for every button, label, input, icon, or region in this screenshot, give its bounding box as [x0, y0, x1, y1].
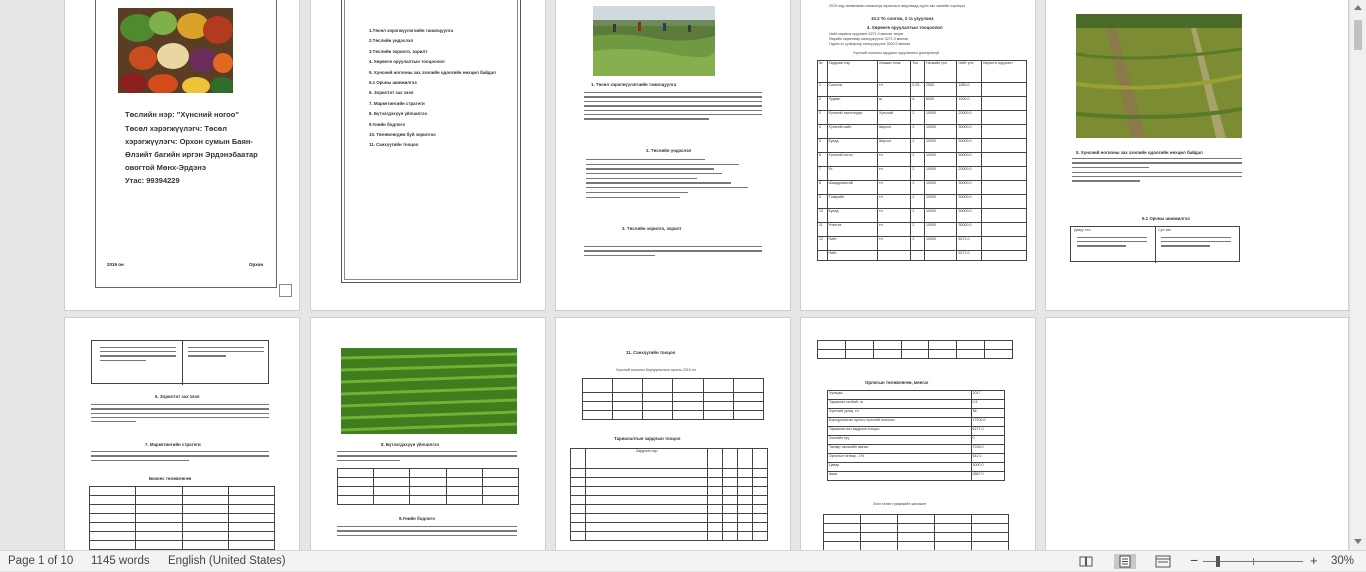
swot-box [1070, 226, 1240, 262]
document-page-1[interactable] [65, 0, 299, 310]
section-9-text [337, 526, 517, 539]
table-row: Ашиг 2867.0 [828, 472, 1005, 481]
zoom-level[interactable]: 30% [1331, 555, 1355, 567]
table-row: Цэвэр 3000.0 [828, 463, 1005, 472]
sales-table-title: Хүнсний ногооны борлуулалтын орлого 2019 он [616, 368, 696, 372]
product-table [337, 468, 519, 505]
page4-heading-2: 4. Хөрөнгө оруулалтын тооцоолол [867, 25, 943, 30]
word-count[interactable]: 1145 words [91, 555, 150, 567]
table-row: 7 Ус тн 2 10000 20000.0 [818, 167, 1027, 181]
cover-implementer-line2: хэрэгжүүлэгч: Орхон сумын Баян- [125, 137, 253, 146]
income-plan-table [827, 390, 1005, 481]
table-row: 4 Хүнсний сайн Ширхэг 2 10000 30000.0 [818, 125, 1027, 139]
zoom-slider-center-tick [1253, 558, 1254, 565]
scroll-down-arrow[interactable] [1354, 539, 1362, 544]
field-workers-photo [593, 6, 715, 76]
toc-item: 3.Төслийн зорилго, зорилт [369, 48, 428, 54]
section-5-text [1072, 158, 1242, 185]
investment-table [817, 60, 1027, 261]
table-row: 5 Бусад Ширхэг 2 10000 30000.0 [818, 139, 1027, 153]
th: Хэмжих нэгж [878, 61, 911, 83]
print-layout-icon [1114, 554, 1136, 569]
section-3-text [584, 246, 762, 259]
page-count[interactable]: Page 1 of 10 [8, 555, 74, 567]
th: Нэгжийн үнэ [925, 61, 957, 83]
th: Нийт үнэ [957, 61, 981, 83]
loan-schedule-table [823, 514, 1009, 550]
table-row: Татвар төлөхийн өмнөх 7228.0 [828, 445, 1005, 454]
table-row: 2 Лууван ш 8 6000 1500.0 [818, 97, 1027, 111]
read-mode-icon [1075, 554, 1097, 569]
zoom-in-button[interactable]: + [1310, 553, 1318, 568]
document-page-5[interactable] [1046, 0, 1348, 310]
toc-item: 5. Хүнсний ногооны зах зээлийн одоогийн нөхцөл байдал [369, 69, 496, 75]
section-11-heading: 11. Санхүүгийн тооцоо [626, 350, 676, 355]
section-5-heading: 5. Хүнсний ногооны зах зээлийн одоогийн нөхцөл байдал [1076, 150, 1203, 155]
green-rows-photo [341, 348, 517, 434]
planting-cost-table [570, 448, 768, 541]
section-1-heading: 1. Төсөл хэрэгжүүлэгчийн танилцуулга [591, 82, 677, 87]
toc-item: 7. Маркетингийн стратеги [369, 100, 425, 106]
table-row: 9 Тээврийн тн 2 10000 30000.0 [818, 195, 1027, 209]
toc-item: 11. Санхүүгийн тооцоо [369, 142, 419, 148]
swot-box-continued [91, 340, 269, 384]
sales-table [582, 378, 764, 420]
document-page-3[interactable] [556, 0, 790, 310]
document-page-6[interactable] [65, 318, 299, 550]
vegetable-photo [118, 8, 233, 93]
business-plan-heading: Бизнес төлөвлөгөө [149, 476, 192, 481]
table-row: 6 Хүнсний ногоо тн 2 10000 50000.0 [818, 153, 1027, 167]
cover-project-title: Төслийн нэр: "Хүнсний ногоо" [125, 110, 239, 119]
table-row: Зээлийн хүү 0 [828, 436, 1005, 445]
investment-total: Нийт хөрөнгө оруулалт 6271.0 мянган төгрөг [829, 32, 904, 36]
table-row: Хугацаа 2017 [828, 391, 1005, 400]
cover-implementer-line4: овогтой Мөнх-Эрдэнэ [125, 163, 206, 172]
toc-item: 1.Төсөл хэрэгжүүлэгчийн танилцуулга [369, 28, 454, 33]
toc-item: 10. Төлөвлөгдөж буй зорилгоо [369, 132, 436, 138]
zoom-slider-thumb[interactable] [1216, 556, 1220, 567]
web-layout-icon [1152, 554, 1174, 569]
page4-heading-1: 10.2 То сонгож, 2 га узууланэ [871, 16, 934, 21]
table-row: 1 Сонгино тн 0.25 2500 1650.0 [818, 83, 1027, 97]
toc-item: 5.1 Орчны шинжилгээ [369, 80, 417, 86]
language-indicator[interactable]: English (United States) [168, 555, 286, 567]
th-cost-name: Зардлын нэр [585, 449, 708, 469]
section-7-text [91, 451, 269, 464]
section-6-text [91, 404, 269, 425]
page4-top-line: 2019 онд төлөвлөсөн хэмжээнд тариалалт явуулахад хүрэх зах зээлийн хэрэгцээ [829, 4, 965, 8]
section-3-heading: 3. Төслийн зорилго, зорилт [622, 226, 682, 231]
cover-implementer-line1: Төсөл хэрэгжүүлэгч: Төсөл [125, 124, 228, 133]
web-layout-button[interactable] [1152, 554, 1174, 569]
section-2-list [586, 159, 756, 201]
toc-item: 9.Үнийн бодлого [369, 121, 406, 127]
scroll-thumb[interactable] [1354, 20, 1362, 50]
th: Зардлын нэр [827, 61, 877, 83]
th: Хөрөнгө оруулалт [981, 61, 1026, 83]
section-5-1-heading: 5.1 Орчны шинжилгээ [1142, 216, 1190, 221]
document-page-2[interactable] [311, 0, 545, 310]
zoom-out-button[interactable]: − [1190, 552, 1199, 568]
planting-cost-heading: Тариалалтын зардлын тооцоо [614, 436, 681, 441]
swot-weakness: Сул тал [1158, 228, 1172, 232]
investment-own: Өөрийн хөрөнгөөр санхүүжүүлэх 3271.0 мянган [829, 37, 909, 41]
table-row: Нийт 6271.0 [818, 251, 1027, 261]
status-bar [0, 550, 1366, 571]
table-row: Тариалалтын зардлын тооцоо 6271.0 [828, 427, 1005, 436]
section-6-heading: 6. Зорилтот зах зээл [155, 394, 200, 399]
document-page-8[interactable] [556, 318, 790, 550]
table-row: 11 Үнэлгээ тн 2 10000 30000.0 [818, 223, 1027, 237]
irrigated-field-photo [1076, 14, 1242, 138]
section-7-heading: 7. Маркетингийн стратеги [145, 442, 201, 447]
page-corner-box [279, 284, 292, 297]
cover-place: Орхон [249, 262, 264, 267]
business-plan-table [89, 486, 275, 550]
document-page-4[interactable] [801, 0, 1035, 310]
section-2-heading: 2. Төслийн үндэслэл [646, 148, 692, 153]
zoom-slider[interactable] [1203, 561, 1303, 562]
swot-strength: Давуу тал [1074, 228, 1091, 232]
toc-item: 6. Зорилтот зах зээл [369, 90, 414, 96]
income-plan-heading: Орлогын төлөвлөгөө, мянгаг [865, 380, 929, 385]
toc-item: 2.Төслийн үндэслэл [369, 38, 414, 44]
section-8-heading: 8. Бүтээгдэхүүн үйлчилгээ [381, 442, 440, 447]
investment-external: Гадны эх үүсвэрээр санхүүжүүлэх 3000.0 мянган [829, 42, 911, 46]
cover-implementer-line3: Өлзийт багийн иргэн Эрдэнэбаатар [125, 150, 258, 159]
table-row: Борлуулалтын орлого хүнсний ногооны 17200.0 [828, 418, 1005, 427]
loan-schedule-heading: Зээл төлөх графикийн жагсаалт [873, 502, 927, 506]
cover-year: 2019 он [107, 262, 124, 267]
toc-item: 8. Бүтээгдэхүүн үйлчилгээ [369, 111, 428, 117]
document-page-10[interactable] [1046, 318, 1348, 550]
section-9-heading: 9.Үнийн бодлого [399, 516, 436, 521]
document-page-7[interactable] [311, 318, 545, 550]
read-mode-button[interactable] [1075, 554, 1097, 569]
th: № [818, 61, 828, 83]
th: Тоо [911, 61, 925, 83]
document-page-9[interactable] [801, 318, 1035, 550]
table-row: Хүнсний ургац, тн 38 [828, 409, 1005, 418]
table-row: 3 Хүнсний талстэлдэр Хүнсний 2 10000 20000.0 [818, 111, 1027, 125]
table-row: 10 Бусад тн 2 10000 30000.0 [818, 209, 1027, 223]
scroll-up-arrow[interactable] [1354, 5, 1362, 10]
table-row: 12 Нийт тн 2 10000 6271.0 [818, 237, 1027, 251]
section-1-text [584, 92, 762, 123]
vertical-scrollbar[interactable] [1349, 0, 1366, 550]
toc-item: 4. Хөрөнгө оруулалтын тооцоолол [369, 59, 445, 65]
cover-phone: Утас: 99394229 [125, 176, 180, 185]
section-8-text [337, 451, 517, 464]
table-row: Орлогын татвар - 1% 542.0 [828, 454, 1005, 463]
continued-table [817, 340, 1013, 359]
toc-list [369, 28, 509, 153]
investment-table-title: Хүнсний ногооны зардлын оруулалтын дэлгэрэнгүй [853, 51, 940, 55]
print-layout-button[interactable] [1114, 554, 1136, 569]
table-row: Тариалах талбай, га 0.5 [828, 400, 1005, 409]
table-row: 8 Шаардлагатай тн 2 10000 30000.0 [818, 181, 1027, 195]
